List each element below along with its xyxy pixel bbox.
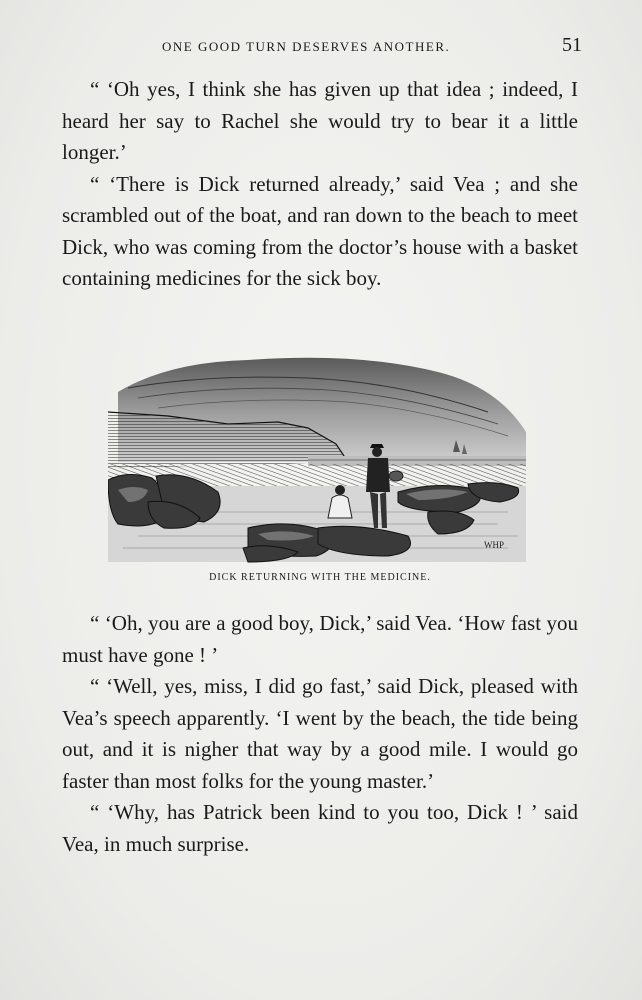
text-block-bottom	[62, 608, 578, 860]
page-number: 51	[562, 34, 582, 56]
running-header	[62, 34, 582, 57]
illustration-caption: DICK RETURNING WITH THE MEDICINE.	[209, 572, 431, 583]
artist-signature: WHP	[484, 540, 504, 550]
running-title: ONE GOOD TURN DESERVES ANOTHER.	[162, 39, 451, 54]
paragraph: “ ‘There is Dick returned already,’ said Vea ; and she scrambled out of the boat, and ran down to the beach to meet Dick, who was coming from the doctor’s house with a basket containing medicines for the sick boy.	[62, 171, 578, 290]
engraving-illustration	[108, 352, 530, 566]
paragraph: “ ‘Oh yes, I think she has given up that idea ; indeed, I heard her say to Rachel she would try to bear it a little longer.’	[62, 77, 578, 164]
paragraph: “ ‘Well, yes, miss, I did go fast,’ said Dick, pleased with Vea’s speech apparently. ‘I went by the beach, the tide being out, and it is nigher that way by a good mile. I would go faster than most folks for the young master.’	[62, 674, 578, 793]
paragraph: “ ‘Why, has Patrick been kind to you too, Dick ! ’ said Vea, in much surprise.	[62, 800, 578, 856]
text-block-top	[62, 74, 578, 295]
paragraph: “ ‘Oh, you are a good boy, Dick,’ said Vea. ‘How fast you must have gone ! ’	[62, 611, 578, 667]
